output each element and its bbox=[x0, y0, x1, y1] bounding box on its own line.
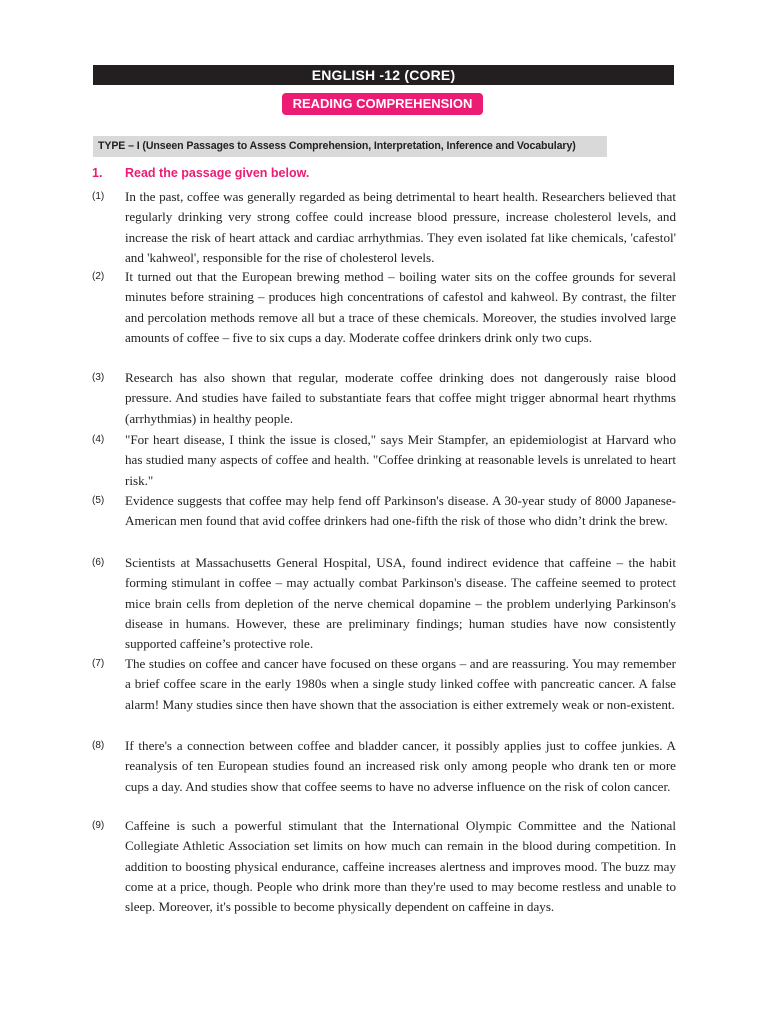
paragraph-text: Evidence suggests that coffee may help fend off Parkinson's disease. A 30-year study of 8000 Japanese-American men found that avid coffee drinkers had one-fifth the risk of those who didn’t drink the brew. bbox=[125, 493, 676, 529]
paragraph-text: The studies on coffee and cancer have focused on these organs – and are reassuring. You may remember a brief coffee scare in the early 1980s when a single study linked coffee with pancreatic cancer. A false alarm! Many studies since then have shown that the association is either extremely weak or non-existent. bbox=[125, 656, 676, 712]
passage-paragraph bbox=[92, 368, 682, 429]
passage-paragraph bbox=[92, 267, 682, 348]
question-number: 1. bbox=[92, 166, 103, 180]
paragraph-text: Caffeine is such a powerful stimulant that the International Olympic Committee and the National Collegiate Athletic Association set limits on how much can remain in the blood during competition. In addition to boosting physical endurance, caffeine increases alertness and improves mood. The buzz may come at a price, though. People who drink more than they're used to may become restless and unable to sleep. Moreover, it's possible to become physically dependent on caffeine in days. bbox=[125, 818, 676, 915]
passage-paragraph bbox=[92, 736, 682, 797]
passage-paragraph bbox=[92, 816, 682, 917]
paragraph-number: (1) bbox=[92, 191, 105, 202]
section-subtitle: READING COMPREHENSION bbox=[282, 93, 483, 115]
passage-paragraph bbox=[92, 430, 682, 491]
paragraph-number: (9) bbox=[92, 820, 105, 831]
paragraph-number: (6) bbox=[92, 557, 105, 568]
paragraph-text: Research has also shown that regular, moderate coffee drinking does not dangerously raise blood pressure. And studies have failed to substantiate fears that coffee might trigger abnormal heart rhythms (arrhythmias) in healthy people. bbox=[125, 370, 676, 426]
paragraph-text: In the past, coffee was generally regarded as being detrimental to heart health. Researchers believed that regularly drinking very strong coffee could increase blood pressure, increase cholesterol levels, and increase the risk of heart attack and cardiac arrhythmias. They even isolated fat like chemicals, 'cafestol' and 'kahweol', responsible for the rise of cholesterol levels. bbox=[125, 189, 676, 265]
page-title: ENGLISH -12 (CORE) bbox=[93, 65, 674, 85]
passage-paragraph bbox=[92, 491, 682, 532]
paragraph-number: (2) bbox=[92, 271, 105, 282]
paragraph-text: Scientists at Massachusetts General Hospital, USA, found indirect evidence that caffeine – the habit forming stimulant in coffee – may actually combat Parkinson's disease. The caffeine seemed to protect mice brain cells from depletion of the nerve chemical dopamine – the problem underlying Parkinson's disease in humans. However, these are preliminary findings; human studies have now consistently supported caffeine’s protective role. bbox=[125, 555, 676, 652]
paragraph-number: (5) bbox=[92, 495, 105, 506]
passage-paragraph bbox=[92, 553, 682, 654]
type-label: TYPE – I (Unseen Passages to Assess Comprehension, Interpretation, Inference and Vocabulary) bbox=[93, 136, 607, 157]
paragraph-number: (4) bbox=[92, 434, 105, 445]
paragraph-text: It turned out that the European brewing method – boiling water sits on the coffee grounds for several minutes before straining – produces high concentrations of cafestol and kahweol. By contrast, the filter and percolation methods remove all but a trace of these chemicals. Moreover, the studies involved large amounts of coffee – five to six cups a day. Moderate coffee drinkers drink only two cups. bbox=[125, 269, 676, 345]
paragraph-number: (7) bbox=[92, 658, 105, 669]
passage-paragraph bbox=[92, 654, 682, 715]
paragraph-text: If there's a connection between coffee and bladder cancer, it possibly applies just to coffee junkies. A reanalysis of ten European studies found an increased risk only among people who drank ten or more cups a day. And studies show that coffee seems to have no adverse influence on the risk of colon cancer. bbox=[125, 738, 676, 794]
question-instruction: Read the passage given below. bbox=[125, 166, 310, 180]
paragraph-number: (3) bbox=[92, 372, 105, 383]
paragraph-number: (8) bbox=[92, 740, 105, 751]
passage-paragraph bbox=[92, 187, 682, 268]
paragraph-text: "For heart disease, I think the issue is closed," says Meir Stampfer, an epidemiologist at Harvard who has studied many aspects of coffee and health. "Coffee drinking at reasonable levels is unrelated to heart risk." bbox=[125, 432, 676, 488]
